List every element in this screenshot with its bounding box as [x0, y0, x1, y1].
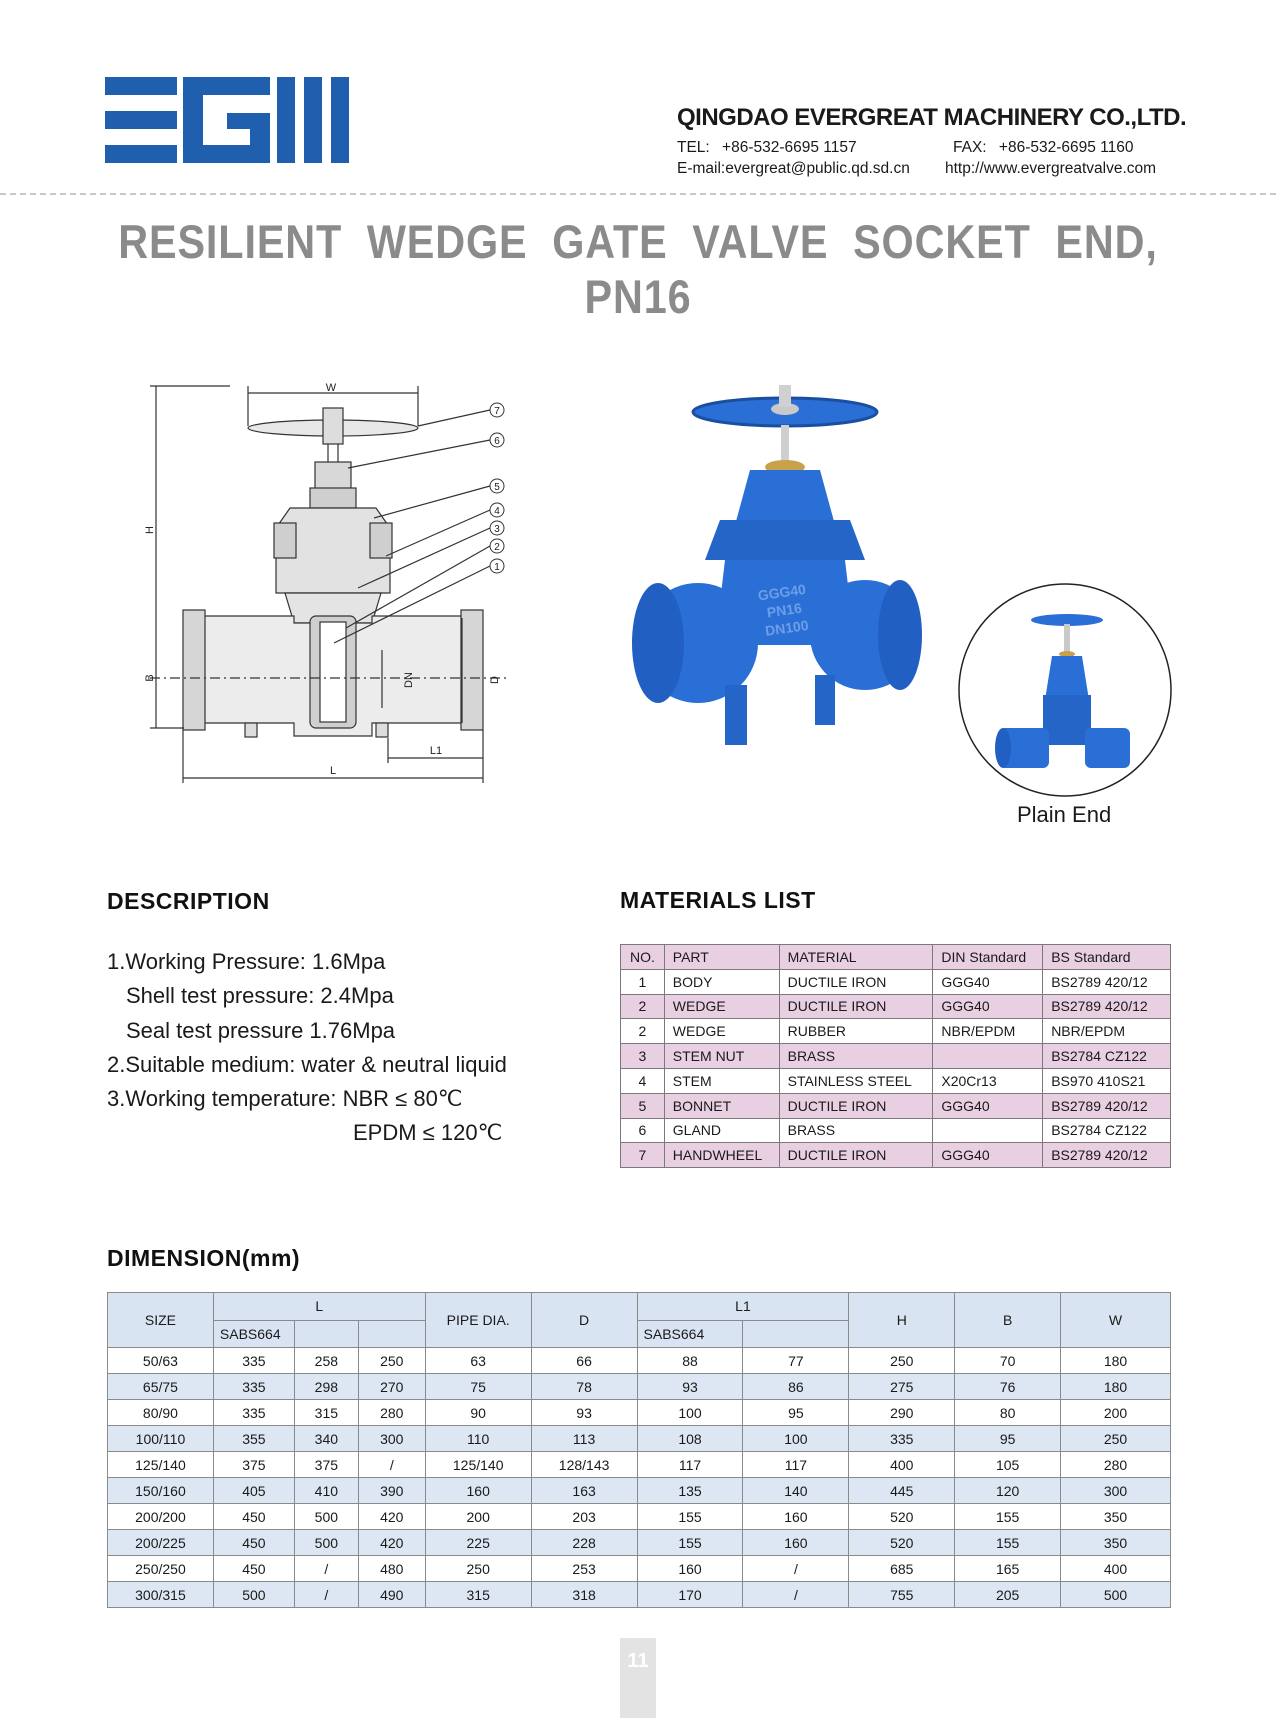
cell: 160	[743, 1530, 849, 1556]
cell: BODY	[664, 969, 779, 994]
callout-5: 5	[494, 482, 500, 493]
fax-line	[953, 139, 1134, 157]
desc-line-6: EPDM ≤ 120℃	[353, 1120, 503, 1146]
cell: 300/315	[108, 1582, 214, 1608]
cell: 78	[531, 1374, 637, 1400]
cell: 95	[743, 1400, 849, 1426]
cell: 77	[743, 1348, 849, 1374]
dim-col-l1-sabs: SABS664	[637, 1320, 743, 1348]
cell: 155	[955, 1504, 1061, 1530]
dim-col-size: SIZE	[108, 1293, 214, 1348]
cell: 70	[955, 1348, 1061, 1374]
dimension-header-row	[108, 1293, 1171, 1321]
cell: 2	[621, 1019, 665, 1044]
cell: BS970 410S21	[1043, 1068, 1171, 1093]
body-marking-pressure: PN16	[765, 599, 803, 621]
cell: 170	[637, 1582, 743, 1608]
desc-line-4: 2.Suitable medium: water & neutral liquid	[107, 1051, 507, 1077]
cell: 355	[213, 1426, 294, 1452]
cell: 128/143	[531, 1452, 637, 1478]
description-heading: DESCRIPTION	[107, 888, 270, 914]
cell: 520	[849, 1504, 955, 1530]
cell: 445	[849, 1478, 955, 1504]
cell: 80	[955, 1400, 1061, 1426]
email-text: E-mail:evergreat@public.qd.sd.cn	[677, 160, 910, 177]
callout-2: 2	[494, 542, 500, 553]
cell: 100/110	[108, 1426, 214, 1452]
cell: 155	[637, 1530, 743, 1556]
materials-col-no: NO.	[621, 945, 665, 970]
website-text: http://www.evergreatvalve.com	[945, 160, 1157, 177]
table-row	[621, 1068, 1171, 1093]
cell: 420	[358, 1504, 425, 1530]
cell: 400	[1061, 1556, 1171, 1582]
cell: 150/160	[108, 1478, 214, 1504]
cell: 228	[531, 1530, 637, 1556]
materials-table	[620, 944, 1171, 1168]
cell: BS2789 420/12	[1043, 1093, 1171, 1118]
dim-col-l-blank-1	[294, 1320, 358, 1348]
dim-col-d: D	[531, 1293, 637, 1348]
cell: BRASS	[779, 1118, 933, 1143]
table-row	[621, 1044, 1171, 1069]
dim-h-label: H	[144, 526, 156, 534]
cell: 270	[358, 1374, 425, 1400]
cell: WEDGE	[664, 994, 779, 1019]
cell: 250	[358, 1348, 425, 1374]
table-row	[108, 1504, 1171, 1530]
dim-l-label: L	[329, 765, 337, 777]
cell: 88	[637, 1348, 743, 1374]
cell: X20Cr13	[933, 1068, 1043, 1093]
cell: 75	[425, 1374, 531, 1400]
desc-line-5: 3.Working temperature: NBR ≤ 80℃	[107, 1086, 463, 1112]
cell: 160	[637, 1556, 743, 1582]
table-row	[108, 1374, 1171, 1400]
dim-dn-label: DN	[403, 672, 415, 688]
cell: 250/250	[108, 1556, 214, 1582]
dim-col-w: W	[1061, 1293, 1171, 1348]
cell: STEM NUT	[664, 1044, 779, 1069]
cell: BS2784 CZ122	[1043, 1118, 1171, 1143]
table-row	[621, 1143, 1171, 1168]
cell: 280	[358, 1400, 425, 1426]
cell: 755	[849, 1582, 955, 1608]
company-logo	[105, 77, 353, 163]
cell: 420	[358, 1530, 425, 1556]
callout-6: 6	[494, 436, 500, 447]
cell: BS2789 420/12	[1043, 1143, 1171, 1168]
dim-b-label: B	[144, 674, 156, 682]
materials-col-material: MATERIAL	[779, 945, 933, 970]
cell: 90	[425, 1400, 531, 1426]
cell: GGG40	[933, 1093, 1043, 1118]
callout-3: 3	[494, 524, 500, 535]
cell: 165	[955, 1556, 1061, 1582]
cell: 108	[637, 1426, 743, 1452]
materials-col-din: DIN Standard	[933, 945, 1043, 970]
cell: 180	[1061, 1374, 1171, 1400]
dimension-heading: DIMENSION(mm)	[107, 1245, 301, 1271]
cell: 6	[621, 1118, 665, 1143]
cell: 163	[531, 1478, 637, 1504]
cell: 1	[621, 969, 665, 994]
cell: 65/75	[108, 1374, 214, 1400]
cell: 93	[531, 1400, 637, 1426]
cell: 450	[213, 1556, 294, 1582]
cell: 113	[531, 1426, 637, 1452]
dim-l1-label: L1	[429, 745, 443, 757]
body-marking-size: DN100	[764, 616, 810, 639]
desc-line-2: Shell test pressure: 2.4Mpa	[126, 983, 394, 1009]
materials-header-row	[621, 945, 1171, 970]
materials-col-part: PART	[664, 945, 779, 970]
desc-line-1: 1.Working Pressure: 1.6Mpa	[107, 949, 386, 974]
cell: 3	[621, 1044, 665, 1069]
cell: 253	[531, 1556, 637, 1582]
cell: 180	[1061, 1348, 1171, 1374]
cell: 450	[213, 1530, 294, 1556]
cell: 200	[1061, 1400, 1171, 1426]
table-row	[621, 1019, 1171, 1044]
cell: WEDGE	[664, 1019, 779, 1044]
dim-col-b: B	[955, 1293, 1061, 1348]
table-row	[108, 1452, 1171, 1478]
cell: BS2784 CZ122	[1043, 1044, 1171, 1069]
cell: DUCTILE IRON	[779, 1093, 933, 1118]
cell: 140	[743, 1478, 849, 1504]
cell: GGG40	[933, 994, 1043, 1019]
cell: 340	[294, 1426, 358, 1452]
dim-col-h: H	[849, 1293, 955, 1348]
cell: 335	[213, 1400, 294, 1426]
fax-value: +86-532-6695 1160	[998, 139, 1134, 156]
cell: 450	[213, 1504, 294, 1530]
cell: 50/63	[108, 1348, 214, 1374]
cell: NBR/EPDM	[933, 1019, 1043, 1044]
cell: 200/200	[108, 1504, 214, 1530]
table-row	[621, 969, 1171, 994]
cell: 110	[425, 1426, 531, 1452]
cell: 390	[358, 1478, 425, 1504]
table-row	[108, 1426, 1171, 1452]
cell: 250	[849, 1348, 955, 1374]
cell: 520	[849, 1530, 955, 1556]
cell: 7	[621, 1143, 665, 1168]
callout-7: 7	[494, 406, 500, 417]
cell: 76	[955, 1374, 1061, 1400]
header-divider	[0, 193, 1276, 195]
cell: 155	[955, 1530, 1061, 1556]
cell: 225	[425, 1530, 531, 1556]
cell: 480	[358, 1556, 425, 1582]
cell: 375	[213, 1452, 294, 1478]
cell: 350	[1061, 1504, 1171, 1530]
cell: DUCTILE IRON	[779, 969, 933, 994]
cell: 125/140	[425, 1452, 531, 1478]
cell: 335	[213, 1348, 294, 1374]
materials-col-bs: BS Standard	[1043, 945, 1171, 970]
cell: RUBBER	[779, 1019, 933, 1044]
dim-col-l1: L1	[637, 1293, 849, 1321]
cell: DUCTILE IRON	[779, 994, 933, 1019]
dim-col-l1-blank	[743, 1320, 849, 1348]
cell	[933, 1044, 1043, 1069]
cell: GGG40	[933, 969, 1043, 994]
cell: 160	[425, 1478, 531, 1504]
table-row	[621, 1093, 1171, 1118]
cell: 275	[849, 1374, 955, 1400]
cell: 500	[294, 1504, 358, 1530]
table-row	[108, 1582, 1171, 1608]
cell: 280	[1061, 1452, 1171, 1478]
materials-heading: MATERIALS LIST	[620, 887, 816, 913]
cell: 100	[743, 1426, 849, 1452]
cell: 5	[621, 1093, 665, 1118]
cell: 335	[213, 1374, 294, 1400]
cell: 400	[849, 1452, 955, 1478]
valve-photo	[630, 385, 940, 765]
cell: 160	[743, 1504, 849, 1530]
cell: /	[358, 1452, 425, 1478]
cell: 318	[531, 1582, 637, 1608]
dim-d-label: D	[489, 676, 501, 684]
cell: 200/225	[108, 1530, 214, 1556]
cell: 93	[637, 1374, 743, 1400]
cell: 203	[531, 1504, 637, 1530]
tel-value: +86-532-6695 1157	[722, 139, 857, 156]
dim-w-label: W	[325, 382, 337, 394]
cell: 335	[849, 1426, 955, 1452]
tel-label: TEL:	[677, 139, 710, 156]
dim-col-pipe: PIPE DIA.	[425, 1293, 531, 1348]
table-row	[108, 1530, 1171, 1556]
table-row	[108, 1556, 1171, 1582]
cell: STAINLESS STEEL	[779, 1068, 933, 1093]
valve-drawing	[144, 378, 520, 788]
cell: 290	[849, 1400, 955, 1426]
cell: /	[294, 1582, 358, 1608]
cell: 2	[621, 994, 665, 1019]
cell: 117	[743, 1452, 849, 1478]
dim-col-l-blank-2	[358, 1320, 425, 1348]
cell: 105	[955, 1452, 1061, 1478]
table-row	[621, 994, 1171, 1019]
cell: 117	[637, 1452, 743, 1478]
cell: 200	[425, 1504, 531, 1530]
cell: 258	[294, 1348, 358, 1374]
cell: 500	[294, 1530, 358, 1556]
plain-end-inset	[955, 580, 1175, 800]
cell: 315	[425, 1582, 531, 1608]
cell: GGG40	[933, 1143, 1043, 1168]
page-number: 11	[627, 1650, 649, 1672]
cell: 125/140	[108, 1452, 214, 1478]
cell: 4	[621, 1068, 665, 1093]
cell: /	[294, 1556, 358, 1582]
cell: 100	[637, 1400, 743, 1426]
cell: 120	[955, 1478, 1061, 1504]
cell: 405	[213, 1478, 294, 1504]
plain-end-label: Plain End	[1017, 802, 1112, 827]
page-title: RESILIENT WEDGE GATE VALVE SOCKET END, PN16	[118, 215, 1158, 323]
cell: 135	[637, 1478, 743, 1504]
cell: 66	[531, 1348, 637, 1374]
desc-line-3: Seal test pressure 1.76Mpa	[126, 1017, 396, 1043]
cell: 80/90	[108, 1400, 214, 1426]
dimension-table	[107, 1292, 1171, 1608]
cell: BS2789 420/12	[1043, 969, 1171, 994]
cell: 298	[294, 1374, 358, 1400]
cell: 315	[294, 1400, 358, 1426]
cell: HANDWHEEL	[664, 1143, 779, 1168]
cell: 86	[743, 1374, 849, 1400]
cell: 300	[358, 1426, 425, 1452]
cell: 350	[1061, 1530, 1171, 1556]
table-row	[108, 1478, 1171, 1504]
body-marking-material: GGG40	[756, 580, 807, 604]
fax-label: FAX:	[953, 139, 987, 156]
cell: BONNET	[664, 1093, 779, 1118]
cell: 375	[294, 1452, 358, 1478]
cell: /	[743, 1582, 849, 1608]
table-row	[108, 1400, 1171, 1426]
cell: 250	[1061, 1426, 1171, 1452]
cell: 500	[1061, 1582, 1171, 1608]
cell: 300	[1061, 1478, 1171, 1504]
cell: 63	[425, 1348, 531, 1374]
cell: /	[743, 1556, 849, 1582]
cell: 205	[955, 1582, 1061, 1608]
description-list	[107, 945, 507, 1151]
cell	[933, 1118, 1043, 1143]
cell: DUCTILE IRON	[779, 1143, 933, 1168]
cell: NBR/EPDM	[1043, 1019, 1171, 1044]
cell: 490	[358, 1582, 425, 1608]
cell: 685	[849, 1556, 955, 1582]
cell: BS2789 420/12	[1043, 994, 1171, 1019]
dim-col-l: L	[213, 1293, 425, 1321]
table-row	[621, 1118, 1171, 1143]
callout-1: 1	[494, 562, 500, 573]
cell: 155	[637, 1504, 743, 1530]
table-row	[108, 1348, 1171, 1374]
cell: 95	[955, 1426, 1061, 1452]
dim-col-l-sabs: SABS664	[213, 1320, 294, 1348]
cell: GLAND	[664, 1118, 779, 1143]
dimension-body	[108, 1348, 1171, 1608]
cell: STEM	[664, 1068, 779, 1093]
company-name: QINGDAO EVERGREAT MACHINERY CO.,LTD.	[677, 104, 1187, 131]
cell: 500	[213, 1582, 294, 1608]
cell: BRASS	[779, 1044, 933, 1069]
tel-line	[677, 139, 857, 157]
cell: 250	[425, 1556, 531, 1582]
callout-4: 4	[494, 506, 500, 517]
cell: 410	[294, 1478, 358, 1504]
